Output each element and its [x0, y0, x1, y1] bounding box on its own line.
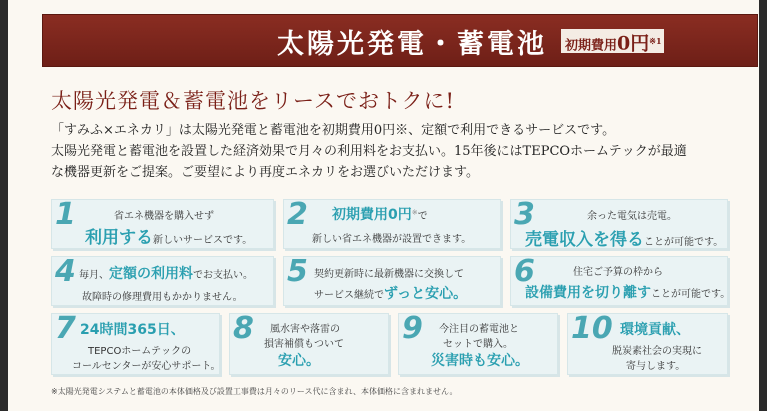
feature-number: 3 — [514, 197, 535, 232]
feature-card-3 — [510, 199, 728, 249]
feature-card-10 — [567, 313, 728, 375]
headline: 太陽光発電＆蓄電池をリースでおトクに! — [51, 89, 455, 113]
feature-highlight-row — [85, 223, 252, 248]
feature-card-5 — [283, 256, 501, 306]
feature-text: 毎月、 — [79, 270, 109, 281]
feature-card-7 — [51, 313, 220, 375]
feature-text: コールセンターが安心サポート。 — [72, 361, 221, 372]
feature-card-9 — [398, 313, 558, 375]
feature-card-6 — [510, 254, 731, 306]
feature-highlight: 安心。 — [278, 353, 320, 369]
feature-highlight-row — [332, 204, 428, 224]
feature-text: 今注目の蓄電池と — [439, 324, 519, 335]
feature-text: 脱炭素社会の実現に — [612, 346, 702, 357]
feature-text: セットで購入。 — [443, 339, 513, 350]
feature-number: 2 — [287, 197, 308, 232]
initial-cost-badge — [561, 29, 664, 53]
feature-grid — [51, 199, 763, 379]
badge-note: ※1 — [649, 36, 662, 46]
feature-highlight-row — [314, 283, 467, 303]
badge-prefix: 初期費用 — [565, 38, 618, 54]
feature-highlight — [80, 319, 185, 339]
feature-text: ことが可能です。 — [651, 289, 731, 300]
feature-highlight: 設備費用を切り離す — [525, 285, 651, 301]
feature-text: 損害補償もついて — [264, 339, 344, 350]
feature-card-4 — [51, 256, 274, 306]
feature-text: でお支払い。 — [193, 270, 253, 281]
title-banner — [42, 14, 758, 67]
feature-text: 新しいサービスです。 — [153, 235, 253, 246]
feature-text: 住宅ご予算の枠から — [573, 267, 663, 278]
feature-number: 7 — [55, 311, 76, 346]
feature-highlight: 初期費用0円 — [332, 207, 412, 223]
banner-title: 太陽光発電・蓄電池 — [277, 29, 547, 60]
feature-card-2 — [283, 199, 501, 249]
feature-highlight: 環境貢献、 — [620, 322, 690, 338]
feature-text: 省エネ機器を購入せず — [114, 211, 214, 222]
feature-number: 8 — [233, 311, 254, 346]
feature-highlight: 災害時も安心。 — [431, 353, 529, 369]
footnote: ※太陽光発電システムと蓄電池の本体価格及び設置工事費は月々のリース代に含まれ、本体価格に含まれません。 — [51, 387, 458, 396]
feature-number: 10 — [571, 311, 613, 346]
feature-number: 4 — [55, 254, 76, 289]
feature-number: 9 — [402, 311, 423, 346]
feature-number: 1 — [55, 197, 76, 232]
feature-highlight-row — [278, 350, 320, 370]
feature-text: 契約更新時に最新機器に交換して — [314, 269, 464, 280]
feature-note: ※ — [411, 208, 418, 217]
feature-highlight-row — [79, 263, 253, 283]
feature-number: 5 — [287, 254, 308, 289]
feature-text: 寄与します。 — [626, 361, 686, 372]
description — [51, 120, 751, 183]
feature-highlight-row — [431, 350, 529, 370]
badge-value: 0円 — [617, 32, 650, 55]
description-line: 「すみふ×エネカリ」は太陽光発電と蓄電池を初期費用0円※、定額で利用できるサービスです。 — [51, 123, 616, 138]
feature-text: ことが可能です。 — [644, 237, 724, 248]
feature-highlight-row — [525, 282, 730, 302]
feature-highlight-row — [620, 319, 690, 339]
feature-text: TEPCOホームテックの — [88, 346, 192, 357]
description-line: な機器更新をご提案。ご要望により再度エネカリをお選びいただけます。 — [51, 165, 479, 180]
feature-text: 余った電気は売電。 — [587, 211, 677, 222]
feature-highlight: 定額の利用料 — [109, 266, 193, 282]
feature-highlight: 24時間365日、 — [80, 322, 185, 338]
feature-highlight: 利用する — [85, 228, 153, 248]
feature-text: サービス継続で — [314, 290, 384, 301]
description-line: 太陽光発電と蓄電池を設置した経済効果で月々の利用料をお支払い。15年後にはTEPCOホームテックが最適 — [51, 144, 687, 159]
feature-card-1 — [51, 199, 274, 249]
feature-text: 新しい省エネ機器が設置できます。 — [312, 234, 472, 245]
feature-text: で — [417, 211, 428, 222]
feature-highlight-row — [525, 225, 723, 250]
feature-card-8 — [229, 313, 389, 375]
feature-text: 風水害や落雷の — [270, 324, 340, 335]
feature-highlight: ずっと安心。 — [384, 286, 468, 302]
feature-highlight: 売電収入を得る — [525, 230, 644, 250]
feature-number: 6 — [514, 254, 535, 289]
feature-text: 故障時の修理費用もかかりません。 — [82, 292, 243, 303]
